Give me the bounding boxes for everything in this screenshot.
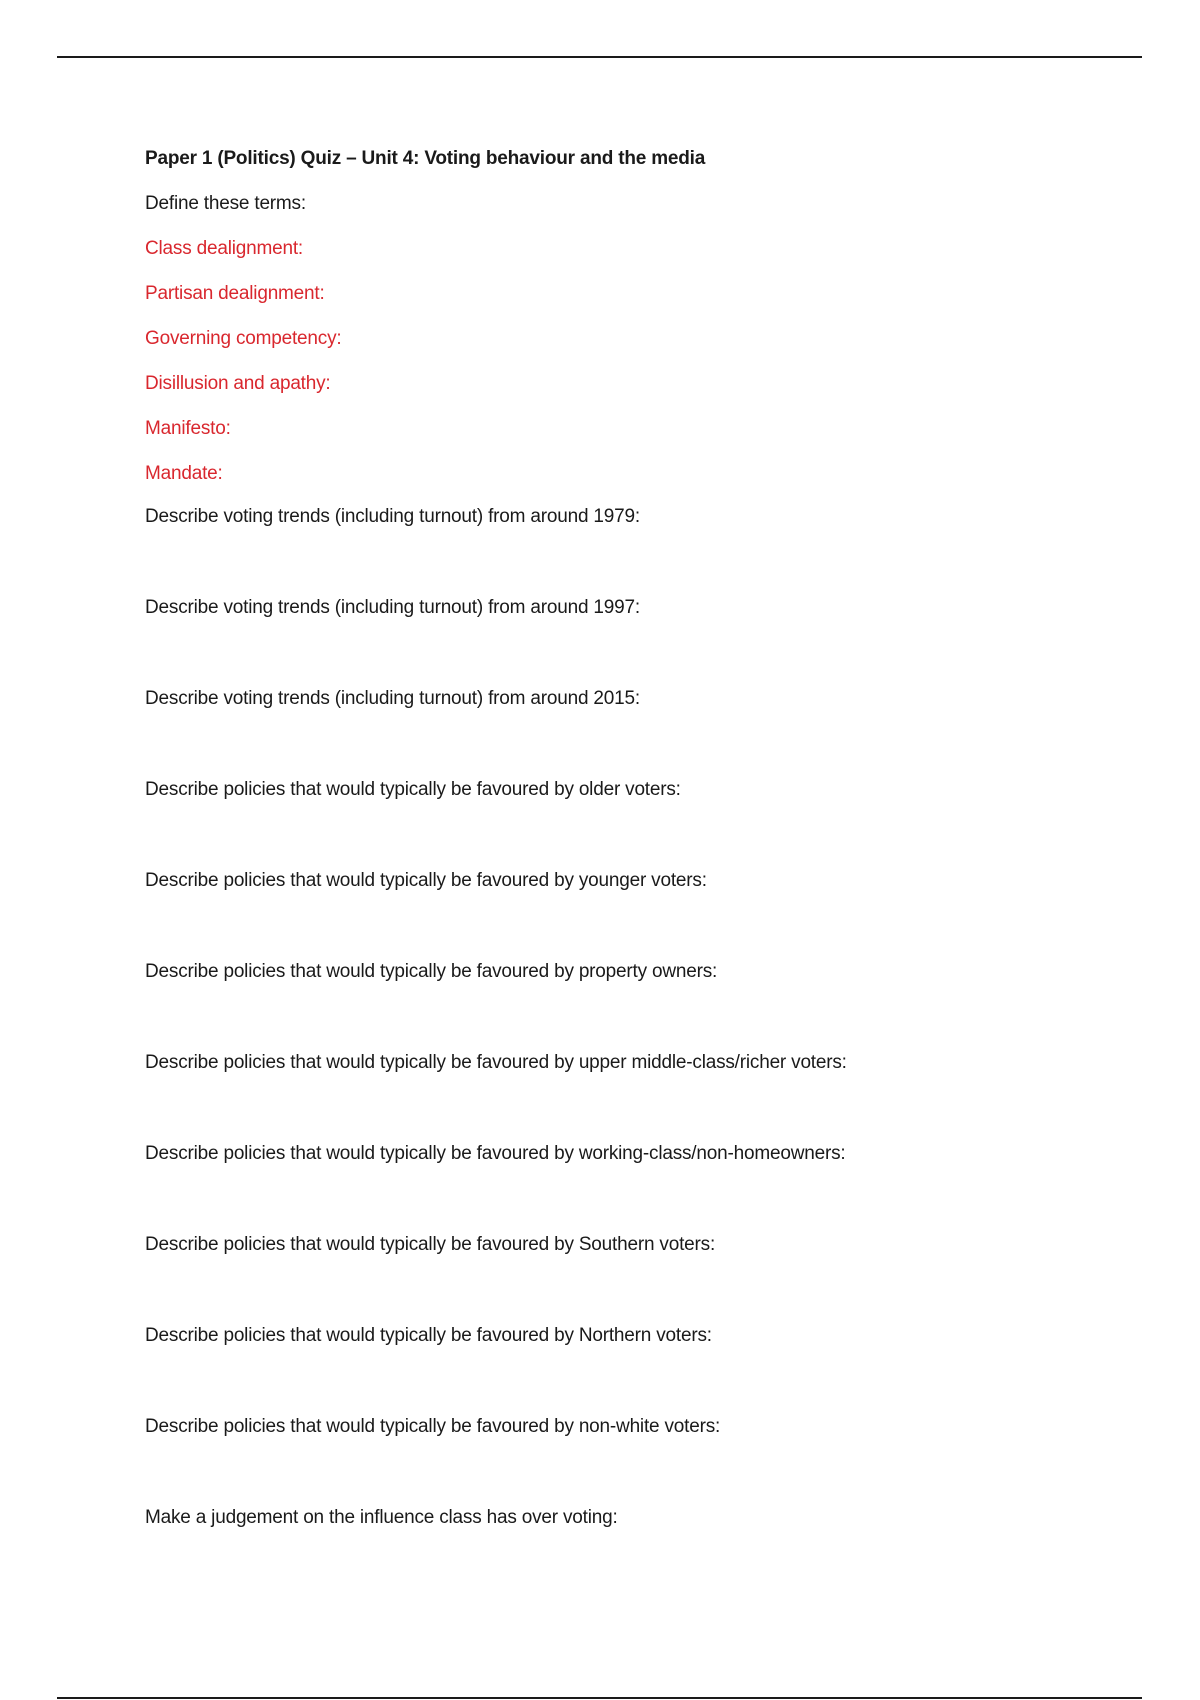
question-younger-voters: Describe policies that would typically be favoured by younger voters: — [145, 870, 707, 891]
document-title: Paper 1 (Politics) Quiz – Unit 4: Voting behaviour and the media — [145, 148, 706, 169]
term-manifesto: Manifesto: — [145, 418, 231, 439]
quiz-document — [145, 144, 1145, 1594]
question-working-class: Describe policies that would typically be favoured by working-class/non-homeowners: — [145, 1143, 846, 1164]
term-mandate: Mandate: — [145, 463, 223, 484]
question-property-owners: Describe policies that would typically be favoured by property owners: — [145, 961, 718, 982]
question-southern-voters: Describe policies that would typically be favoured by Southern voters: — [145, 1234, 716, 1255]
bottom-border-rule — [57, 1697, 1142, 1699]
question-voting-trends-1979: Describe voting trends (including turnout) from around 1979: — [145, 506, 640, 527]
question-voting-trends-2015: Describe voting trends (including turnout) from around 2015: — [145, 688, 640, 709]
question-northern-voters: Describe policies that would typically be favoured by Northern voters: — [145, 1325, 712, 1346]
define-terms-instruction: Define these terms: — [145, 193, 306, 214]
question-class-influence: Make a judgement on the influence class has over voting: — [145, 1507, 618, 1528]
term-class-dealignment: Class dealignment: — [145, 238, 303, 259]
question-richer-voters: Describe policies that would typically be favoured by upper middle-class/richer voters: — [145, 1052, 847, 1073]
term-partisan-dealignment: Partisan dealignment: — [145, 283, 325, 304]
term-governing-competency: Governing competency: — [145, 328, 342, 349]
question-voting-trends-1997: Describe voting trends (including turnout) from around 1997: — [145, 597, 640, 618]
top-border-rule — [57, 56, 1142, 58]
terms-list — [145, 234, 1145, 489]
questions-list — [145, 502, 1145, 1594]
term-disillusion-apathy: Disillusion and apathy: — [145, 373, 331, 394]
question-older-voters: Describe policies that would typically be favoured by older voters: — [145, 779, 681, 800]
question-non-white-voters: Describe policies that would typically be favoured by non-white voters: — [145, 1416, 721, 1437]
